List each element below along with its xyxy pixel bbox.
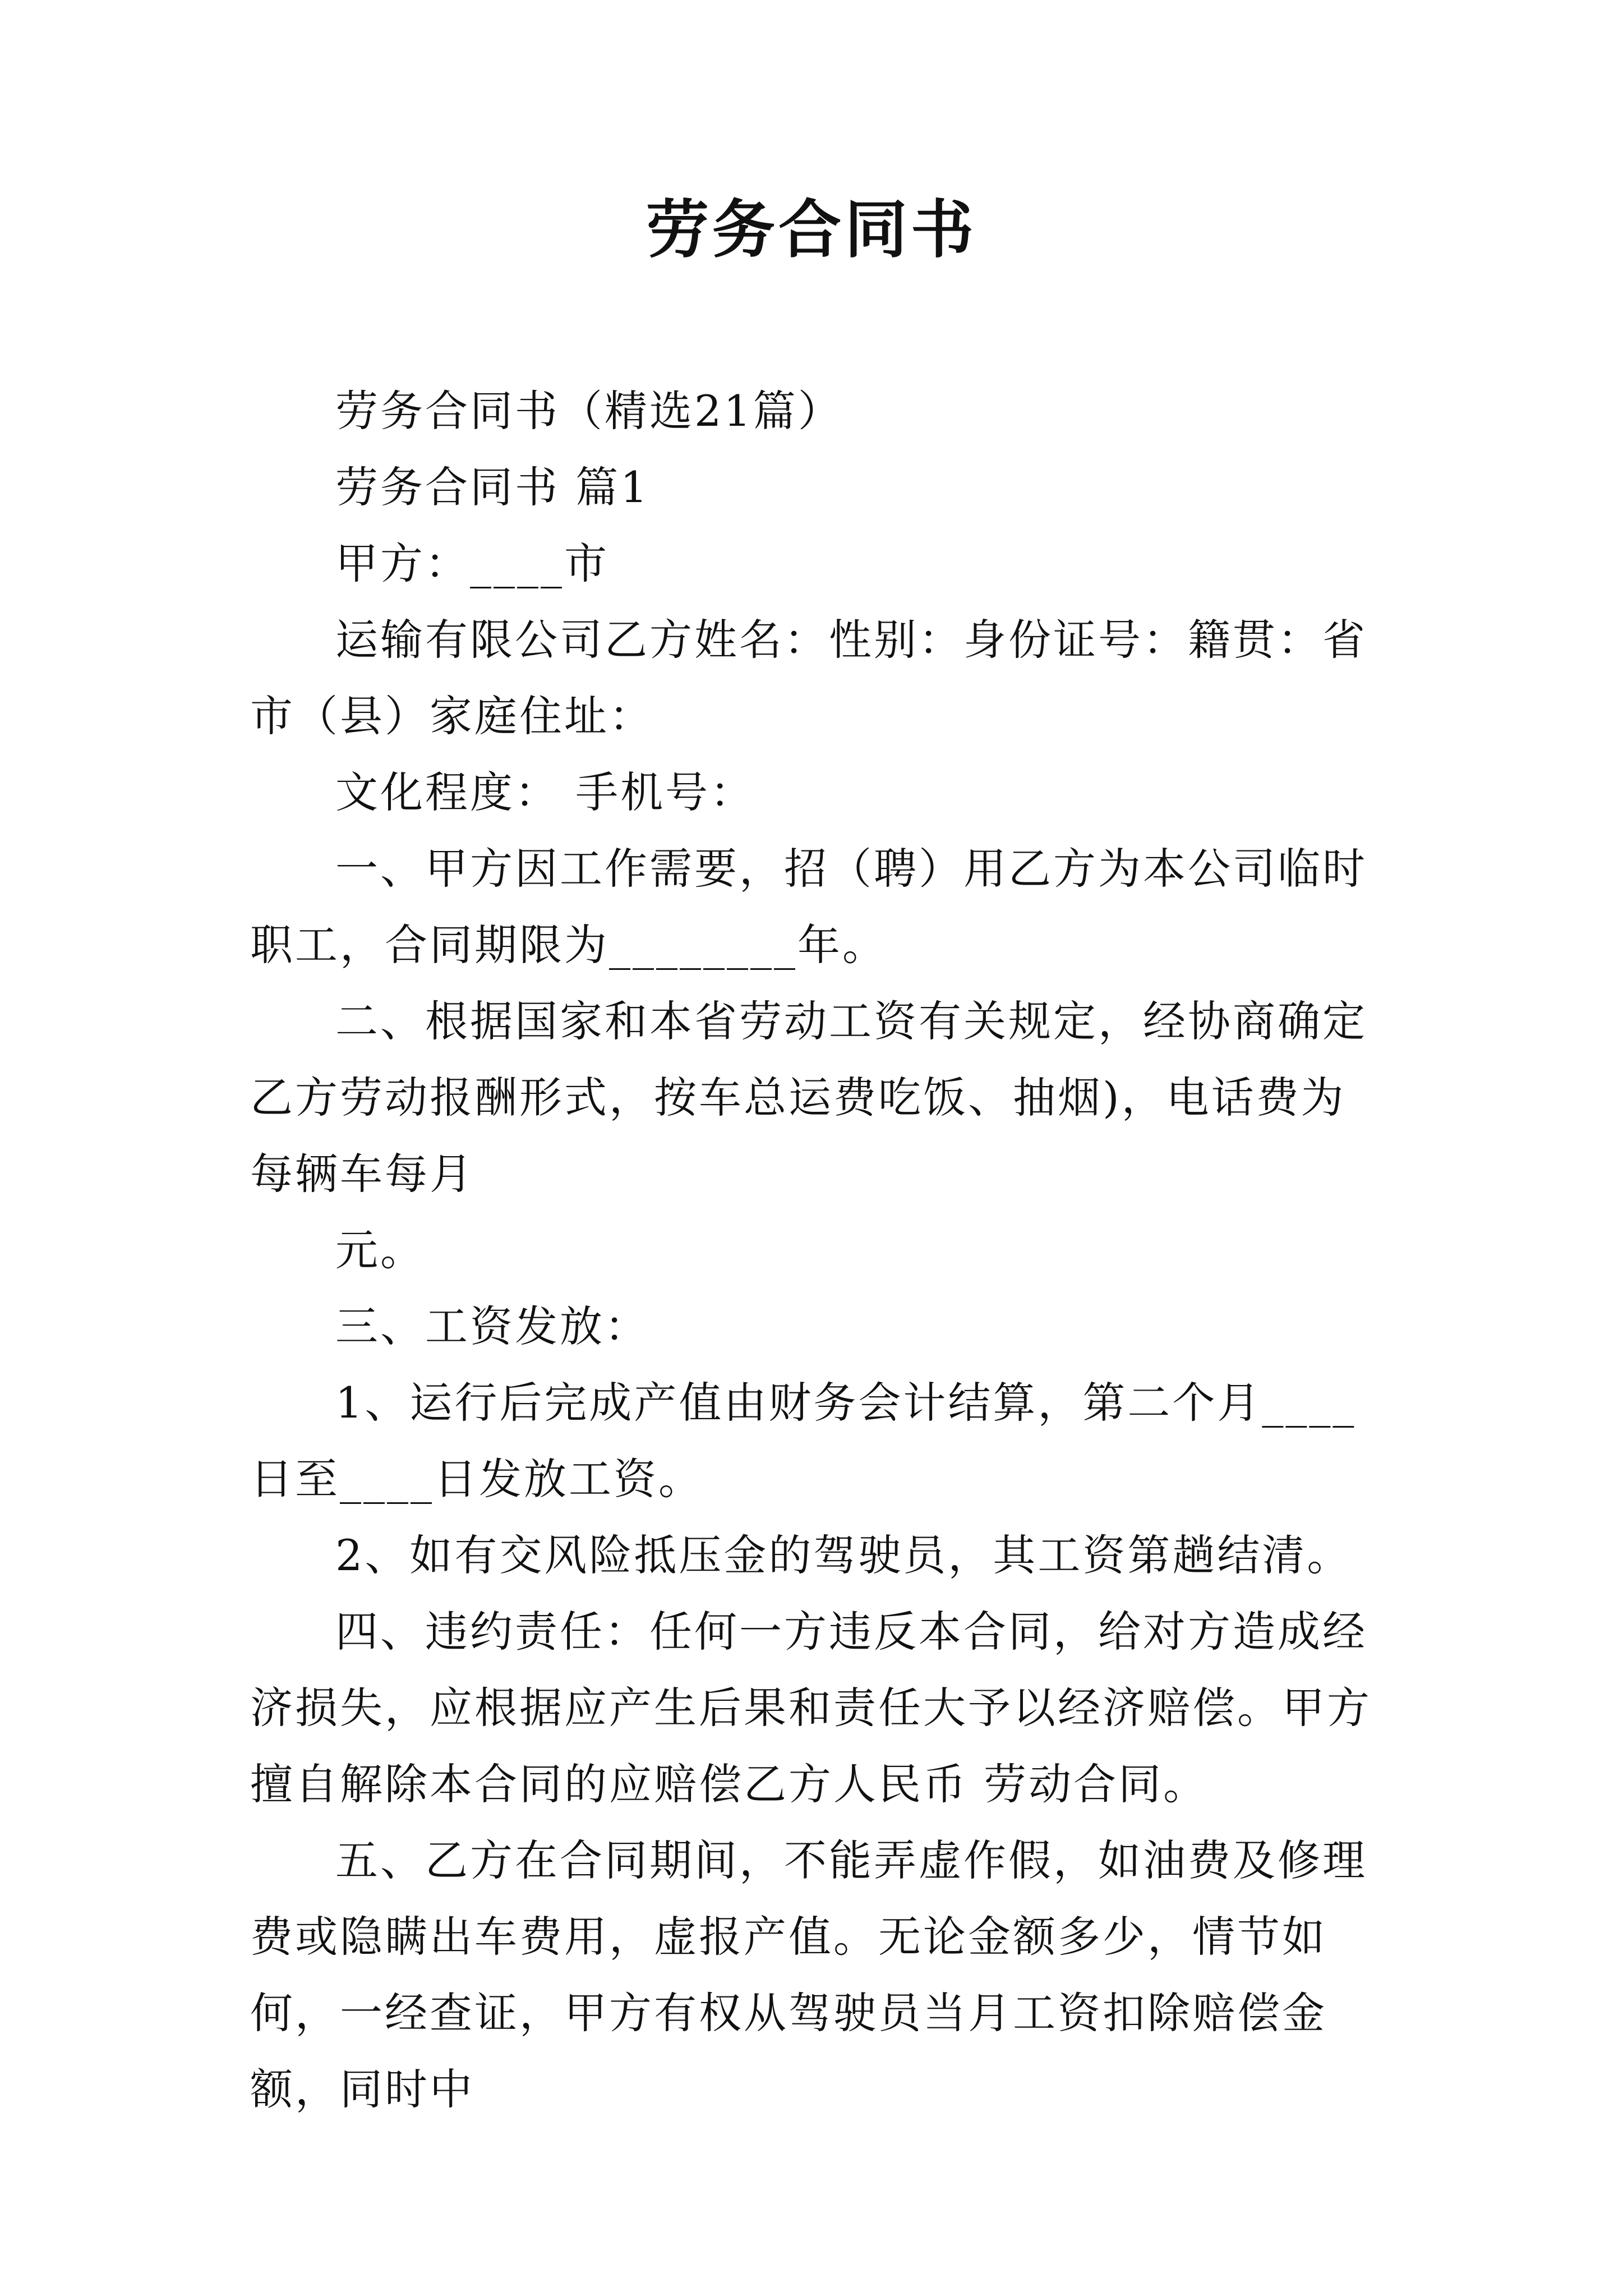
paragraph: 元。 — [335, 1225, 425, 1275]
paragraph: 五、乙方在合同期间，不能弄虚作假，如油费及修理费或隐瞒出车费用，虚报产值。无论金额多少，情节如何，一经查证，甲方有权从驾驶员当月工资扣除赔偿金额，同时中 — [250, 1835, 1367, 2114]
paragraph: 甲方：____市 — [335, 539, 609, 588]
paragraph: 文化程度： 手机号： — [335, 767, 755, 817]
paragraph: 劳务合同书（精选21篇） — [335, 386, 843, 436]
paragraph: 二、根据国家和本省劳动工资有关规定，经协商确定乙方劳动报酬形式，按车总运费吃饭、抽烟)，电话费为每辆车每月 — [250, 996, 1367, 1199]
document-title: 劳务合同书 — [646, 193, 977, 266]
paragraph: 1、运行后完成产值由财务会计结算，第二个月____日至____日发放工资。 — [250, 1378, 1357, 1504]
paragraph: 2、如有交风险抵压金的驾驶员，其工资第趟结清。 — [335, 1530, 1352, 1580]
paragraph: 四、违约责任：任何一方违反本合同，给对方造成经济损失，应根据应产生后果和责任大予以经济赔偿。甲方擅自解除本合同的应赔偿乙方人民币 劳动合同。 — [250, 1607, 1372, 1809]
paragraph: 运输有限公司乙方姓名：性别：身份证号：籍贯：省市（县）家庭住址： — [250, 615, 1367, 741]
paragraph: 劳务合同书 篇1 — [335, 462, 650, 512]
paragraph: 一、甲方因工作需要，招（聘）用乙方为本公司临时职工，合同期限为________年。 — [250, 844, 1367, 970]
document-body — [250, 373, 1377, 2128]
paragraph: 三、工资发放： — [335, 1301, 649, 1351]
